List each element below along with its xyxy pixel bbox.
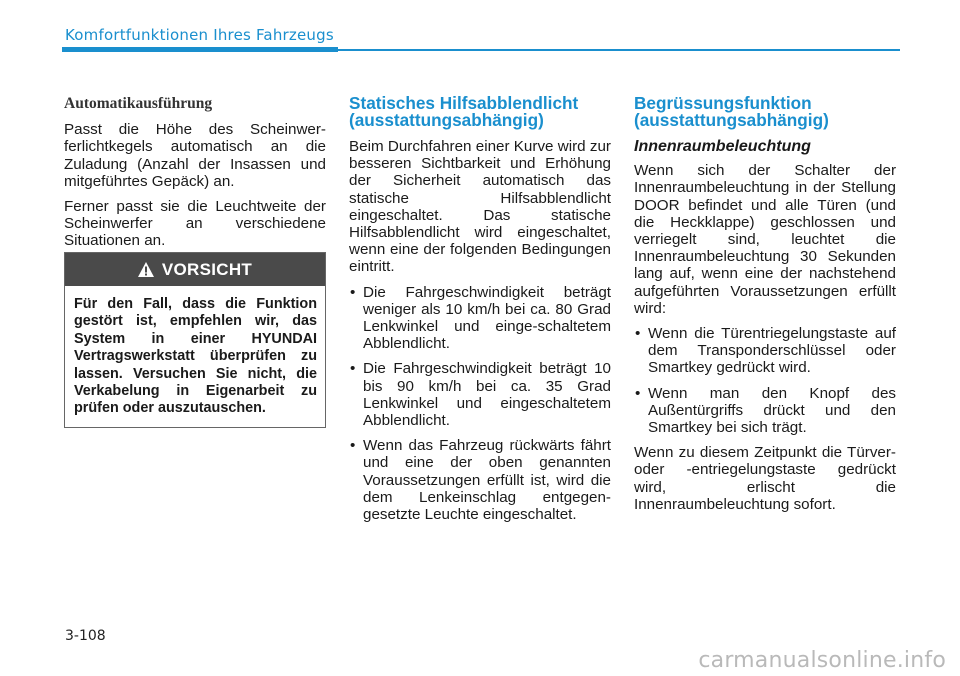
column-middle: [349, 95, 611, 531]
list-item: • Die Fahrgeschwindigkeit beträgt 10 bis 90 km/h bei ca. 35 Grad Lenkwinkel und eingeschaltetem Abblendlicht.: [350, 360, 611, 430]
automatic-paragraph-1: Passt die Höhe des Scheinwer-ferlichtkegels automatisch an die Zuladung (Anzahl der Insassen und mitgeführtes Gepäck) an.: [64, 121, 326, 190]
column-right: [634, 95, 896, 521]
column-left: [64, 95, 326, 258]
bullet-icon: •: [350, 360, 356, 378]
interior-light-intro: Wenn sich der Schalter der Innenraumbeleuchtung in der Stellung DOOR befindet und alle Türen (und die Heckklappe) geschlossen und verriegelt sind, leuchtet die Innenraumbeleuchtung 30 Sekunden lang auf, wenn eine der nachstehend aufgeführten Voraussetzungen erfüllt wird:: [634, 162, 896, 317]
watermark: carmanualsonline.info: [698, 648, 946, 673]
interior-light-conditions: [634, 325, 896, 436]
list-item: • Wenn das Fahrzeug rückwärts fährt und eine der oben genannten Voraussetzungen erfüllt ist, wird die dem Lenkeinschlag entgegen-gesetzte Leuchte eingeschaltet.: [350, 437, 611, 524]
interior-light-subheading: Innenraumbeleuchtung: [634, 138, 811, 155]
automatic-heading: Automatikausführung: [64, 95, 213, 112]
caution-header: [65, 253, 325, 286]
automatic-paragraph-2: Ferner passt sie die Leuchtweite der Scheinwerfer an verschiedene Situationen an.: [64, 198, 326, 250]
page-number: 3-108: [65, 628, 106, 644]
header-rule: [338, 49, 900, 51]
caution-box: [64, 252, 326, 428]
bullet-icon: •: [635, 325, 641, 343]
welcome-heading: [634, 95, 896, 129]
section-title: Komfortfunktionen Ihres Fahrzeugs: [65, 26, 334, 44]
static-light-heading-line2: (ausstattungsabhängig): [349, 110, 544, 130]
warning-triangle-icon: [138, 262, 154, 277]
welcome-heading-line2: (ausstattungsabhängig): [634, 110, 829, 130]
list-item: • Wenn die Türentriegelungstaste auf dem Transponderschlüssel oder Smartkey gedrückt wird.: [635, 325, 896, 377]
caution-text: Für den Fall, dass die Funktion gestört ist, empfehlen wir, das System in einer HYUNDAI Vertragswerkstatt überprüfen zu lassen. Versuchen Sie nicht, die Verkabelung in Eigenarbeit zu prüfen oder auszutauschen.: [74, 296, 317, 417]
static-light-conditions: [349, 284, 611, 524]
list-item: • Die Fahrgeschwindigkeit beträgt weniger als 10 km/h bei ca. 80 Grad Lenkwinkel und einge-schaltetem Abblendlicht.: [350, 283, 611, 353]
bullet-icon: •: [350, 283, 356, 301]
caution-title: VORSICHT: [161, 259, 253, 279]
interior-light-outro: Wenn zu diesem Zeitpunkt die Türver- oder -entriegelungstaste gedrückt wird, erlischt die Innenraumbeleuchtung sofort.: [634, 444, 896, 513]
static-light-heading-line1: Statisches Hilfsabblendlicht: [349, 93, 579, 113]
header-bar-thick: [62, 47, 338, 52]
bullet-icon: •: [635, 384, 641, 402]
static-light-heading: [349, 95, 611, 129]
list-item: • Wenn man den Knopf des Außentürgriffs drückt und den Smartkey bei sich trägt.: [635, 384, 896, 437]
static-light-intro: Beim Durchfahren einer Kurve wird zur besseren Sichtbarkeit und Erhöhung der Sicherheit automatisch das statische Hilfsabblendlicht eingeschaltet. Das statische Hilfsabblendlicht wird eingeschaltet, wenn eine der folgenden Bedingungen eintritt.: [349, 138, 611, 276]
welcome-heading-line1: Begrüssungsfunktion: [634, 93, 812, 113]
bullet-icon: •: [350, 437, 356, 455]
